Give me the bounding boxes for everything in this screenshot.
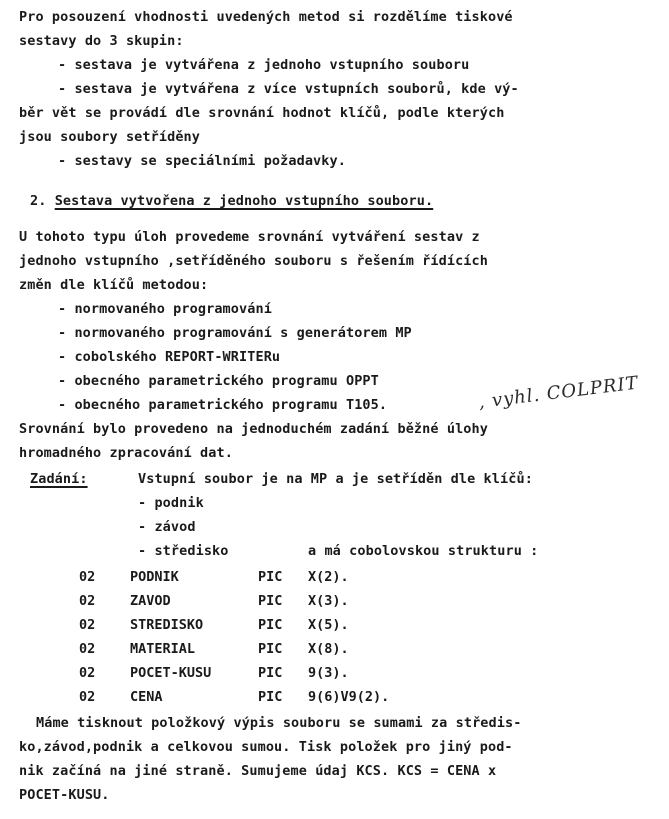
intro-line-2: sestavy do 3 skupin: bbox=[19, 33, 184, 49]
pic-format: X(3). bbox=[308, 593, 349, 609]
level: 02 bbox=[79, 593, 96, 609]
body-line-1: U tohoto typu úloh provedeme srovnání vytváření sestav z bbox=[19, 229, 480, 245]
method-item-2: - normovaného programování s generátorem MP bbox=[58, 325, 412, 341]
method-item-1: - normovaného programování bbox=[58, 301, 272, 317]
closing-line-1: Máme tisknout položkový výpis souboru se sumami za středis- bbox=[36, 715, 522, 731]
pic-keyword: PIC bbox=[258, 617, 283, 633]
level: 02 bbox=[79, 665, 96, 681]
pic-format: X(2). bbox=[308, 569, 349, 585]
pic-format: 9(6)V9(2). bbox=[308, 689, 390, 705]
pic-keyword: PIC bbox=[258, 641, 283, 657]
method-item-5: - obecného parametrického programu T105. bbox=[58, 397, 388, 413]
pic-keyword: PIC bbox=[258, 593, 283, 609]
field-name: PODNIK bbox=[130, 569, 179, 585]
level: 02 bbox=[79, 617, 96, 633]
method-item-4: - obecného parametrického programu OPPT bbox=[58, 373, 379, 389]
zadani-key-2: - závod bbox=[138, 519, 196, 535]
field-name: CENA bbox=[130, 689, 163, 705]
zadani-label: Zadání: bbox=[30, 471, 88, 487]
level: 02 bbox=[79, 641, 96, 657]
pic-keyword: PIC bbox=[258, 569, 283, 585]
intro-bullet-1: - sestava je vytvářena z jednoho vstupního souboru bbox=[58, 57, 470, 73]
intro-bullet-2-line-3: jsou soubory setříděny bbox=[19, 129, 201, 145]
zadani-line-1: Vstupní soubor je na MP a je setříděn dle klíčů: bbox=[138, 471, 533, 487]
level: 02 bbox=[79, 689, 96, 705]
pic-format: 9(3). bbox=[308, 665, 349, 681]
zadani-key-1: - podnik bbox=[138, 495, 204, 511]
section-heading bbox=[30, 192, 433, 210]
pic-keyword: PIC bbox=[258, 665, 283, 681]
body-line-2: jednoho vstupního ,setříděného souboru s řešením řídících bbox=[19, 253, 488, 269]
pic-format: X(5). bbox=[308, 617, 349, 633]
field-name: MATERIAL bbox=[130, 641, 196, 657]
field-name: STREDISKO bbox=[130, 617, 204, 633]
zadani-key-3: - středisko bbox=[138, 543, 229, 559]
method-item-3: - cobolského REPORT-WRITERu bbox=[58, 349, 281, 365]
intro-bullet-2-line-1: - sestava je vytvářena z více vstupních souborů, kde vý- bbox=[58, 81, 519, 97]
body-line-4: Srovnání bylo provedeno na jednoduchém zadání běžné úlohy bbox=[19, 421, 488, 437]
field-name: ZAVOD bbox=[130, 593, 171, 609]
pic-keyword: PIC bbox=[258, 689, 283, 705]
zadani-key-3-tail: a má cobolovskou strukturu : bbox=[308, 543, 539, 559]
closing-line-3: nik začíná na jiné straně. Sumujeme údaj KCS. KCS = CENA x bbox=[19, 763, 497, 779]
body-line-3: změn dle klíčů metodou: bbox=[19, 277, 209, 293]
body-line-5: hromadného zpracování dat. bbox=[19, 445, 233, 461]
section-title: Sestava vytvořena z jednoho vstupního souboru. bbox=[54, 193, 434, 209]
handwritten-note: , vyhl. COLPRIT bbox=[477, 372, 640, 413]
intro-line-1: Pro posouzení vhodnosti uvedených metod si rozdělíme tiskové bbox=[19, 9, 513, 25]
intro-bullet-3: - sestavy se speciálními požadavky. bbox=[58, 153, 346, 169]
closing-line-2: ko,závod,podnik a celkovou sumou. Tisk položek pro jiný pod- bbox=[19, 739, 513, 755]
section-number: 2. bbox=[30, 193, 47, 209]
closing-line-4: POCET-KUSU. bbox=[19, 787, 110, 803]
field-name: POCET-KUSU bbox=[130, 665, 212, 681]
level: 02 bbox=[79, 569, 96, 585]
intro-bullet-2-line-2: běr vět se provádí dle srovnání hodnot klíčů, podle kterých bbox=[19, 105, 505, 121]
pic-format: X(8). bbox=[308, 641, 349, 657]
